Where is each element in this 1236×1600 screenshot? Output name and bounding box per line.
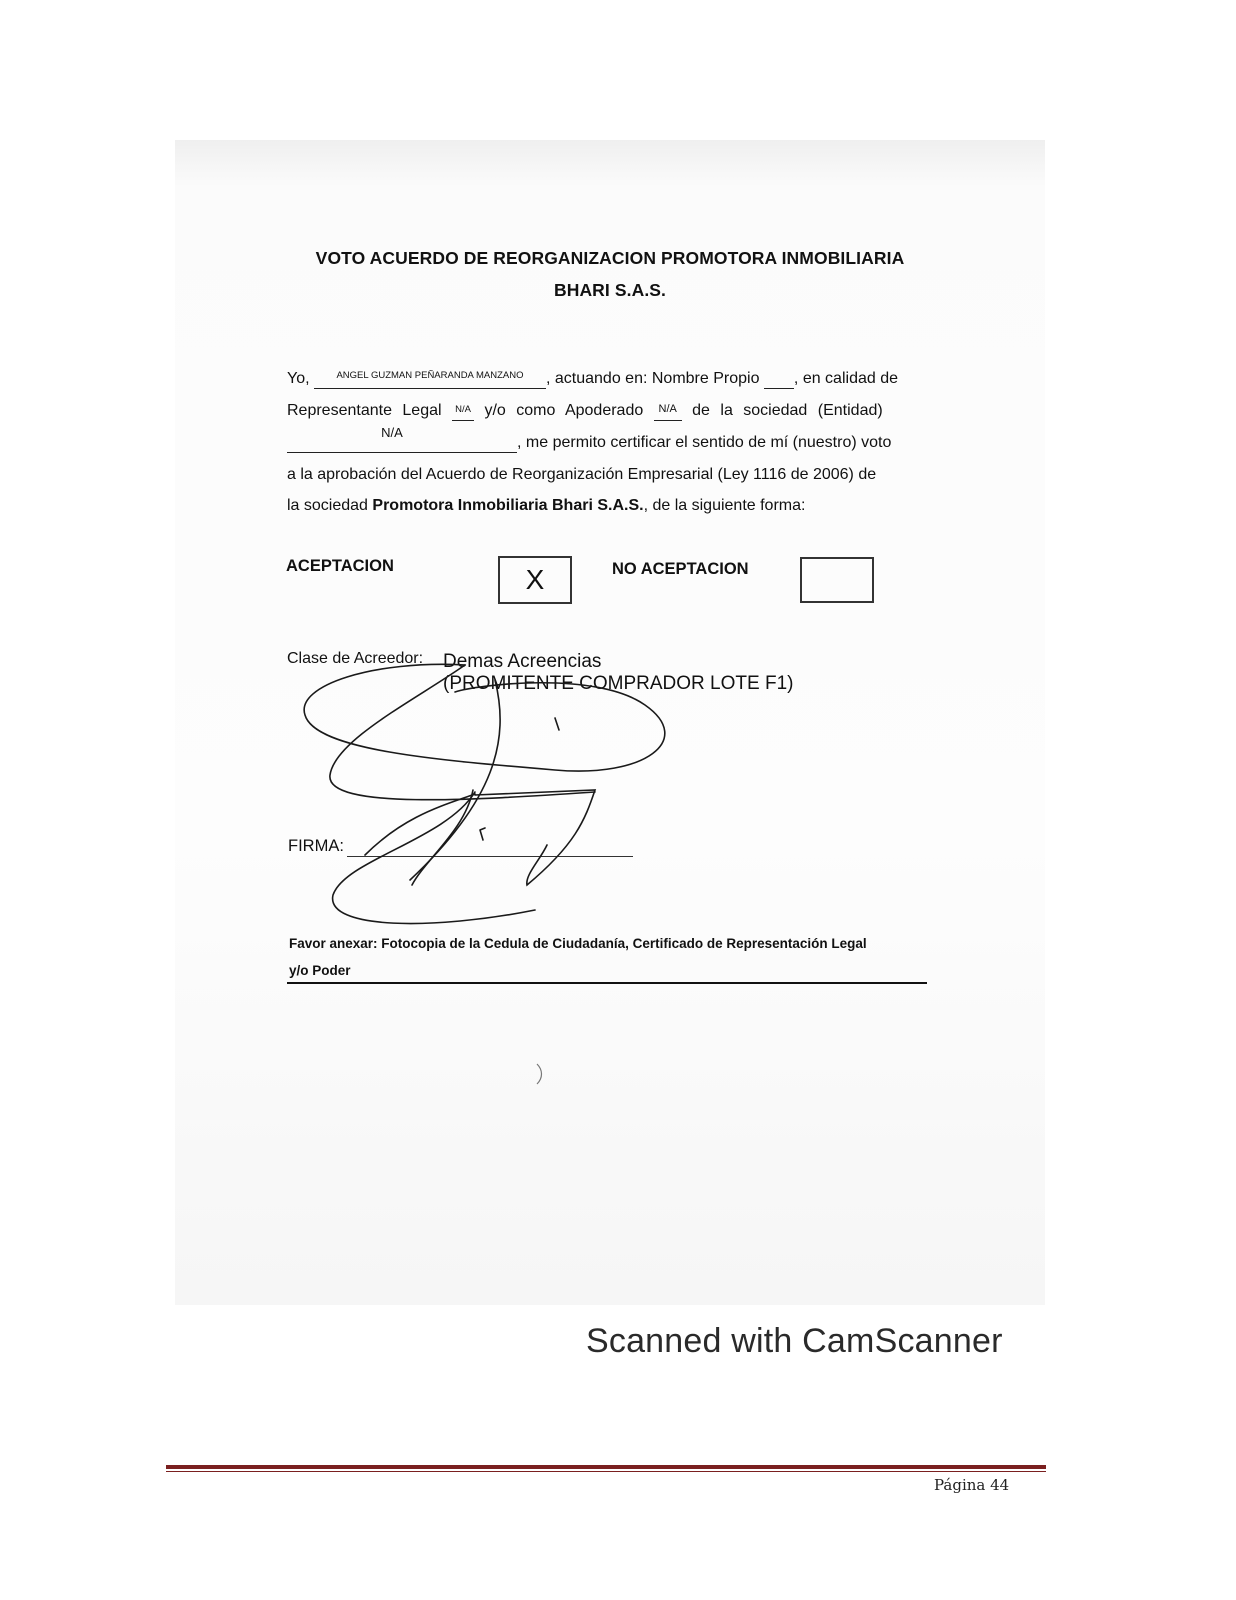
- apoderado-value: N/A: [658, 403, 677, 415]
- paragraph-line4: a la aprobación del Acuerdo de Reorganización Empresarial (Ley 1116 de 2006) de: [287, 466, 877, 483]
- aceptacion-checkbox[interactable]: X: [498, 556, 572, 604]
- representante-value: N/A: [455, 404, 471, 415]
- name-value: ANGEL GUZMAN PEÑARANDA MANZANO: [336, 370, 524, 381]
- company-name: Promotora Inmobiliaria Bhari S.A.S.: [372, 497, 644, 514]
- footer-rule-thick: [166, 1465, 1046, 1469]
- form-title-line1: VOTO ACUERDO DE REORGANIZACION PROMOTORA INMOBILIARIA: [315, 248, 905, 268]
- me-permito-text: , me permito certificar el sentido de mí (nuestro) voto: [517, 434, 892, 451]
- yo-label: Yo,: [287, 370, 310, 387]
- line5-post: , de la siguiente forma:: [643, 497, 806, 514]
- camscanner-watermark: Scanned with CamScanner: [586, 1322, 1003, 1360]
- anexo-line2: y/o Poder: [289, 963, 351, 978]
- footer-rule-thin: [166, 1471, 1046, 1472]
- scanned-page: [175, 140, 1045, 1305]
- scan-mark: [175, 140, 1045, 1305]
- anexo-line1: Favor anexar: Fotocopia de la Cedula de Ciudadanía, Certificado de Representación Legal: [289, 936, 867, 951]
- en-calidad-text: , en calidad de: [793, 370, 898, 387]
- form-title-line2: BHARI S.A.S.: [553, 280, 667, 300]
- clase-acreedor-value2: (PROMITENTE COMPRADOR LOTE F1): [443, 673, 794, 694]
- actuando-text: , actuando en: Nombre Propio: [546, 370, 760, 387]
- entidad-value: N/A: [381, 425, 403, 440]
- representante-text: Representante Legal: [287, 402, 442, 419]
- no-aceptacion-label: NO ACEPTACION: [612, 560, 749, 578]
- aceptacion-label: ACEPTACION: [286, 557, 394, 575]
- sociedad-text: de la sociedad (Entidad): [692, 402, 883, 419]
- page-number: Página 44: [934, 1476, 1010, 1494]
- line5-pre: la sociedad: [287, 497, 368, 514]
- firma-label: FIRMA:: [288, 837, 344, 855]
- clase-acreedor-value1: Demas Acreencias: [443, 651, 602, 672]
- apoderado-text: y/o como Apoderado: [484, 402, 644, 419]
- clase-acreedor-label: Clase de Acreedor:: [287, 650, 424, 667]
